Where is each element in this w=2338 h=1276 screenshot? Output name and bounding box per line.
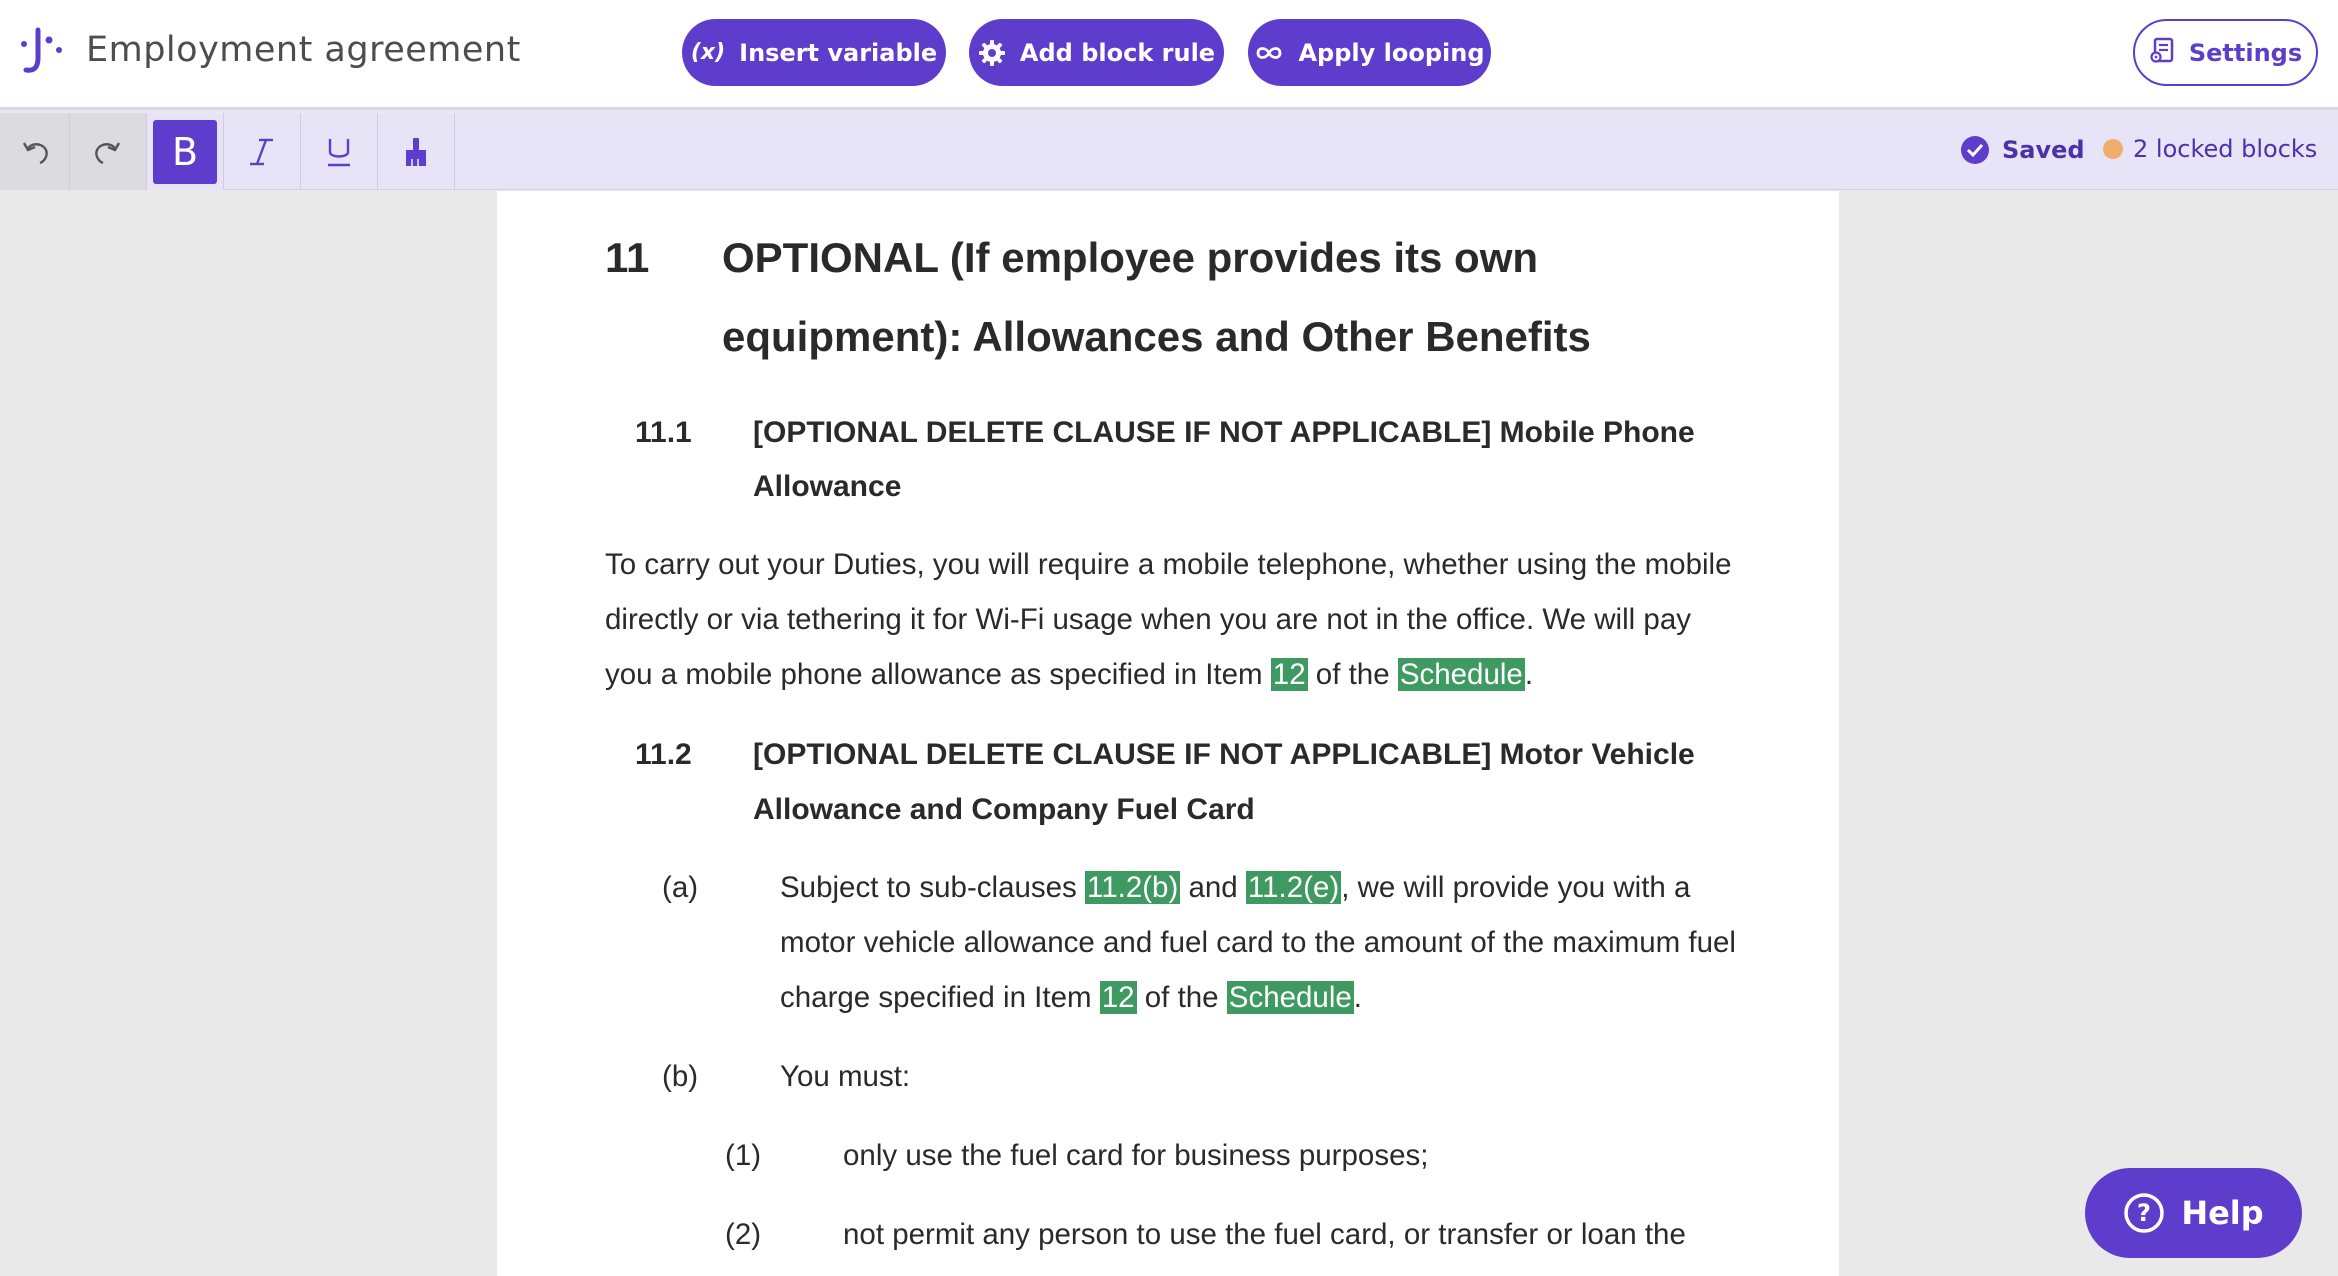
item-a-line: motor vehicle allowance and fuel card to the amount of the maximum fuel <box>780 926 1736 959</box>
paragraph-line <box>605 658 1533 692</box>
app-logo-icon[interactable] <box>16 24 64 84</box>
sub-item-1-text: only use the fuel card for business purposes; <box>843 1139 1429 1172</box>
item-b-text: You must: <box>780 1060 911 1093</box>
sub-item-label-1: (1) <box>725 1139 762 1172</box>
redo-button[interactable] <box>70 113 147 190</box>
text-run: of the <box>1136 981 1227 1014</box>
check-circle-icon <box>1960 135 1990 165</box>
text-run: . <box>1524 658 1534 691</box>
locked-dot-icon <box>2103 139 2123 159</box>
item-label-a: (a) <box>662 871 699 904</box>
document-page[interactable] <box>497 191 1839 1276</box>
top-header <box>0 0 2338 110</box>
add-block-rule-label: Add block rule <box>1019 38 1216 67</box>
text-run: charge specified in Item <box>780 981 1100 1014</box>
settings-label: Settings <box>2188 38 2303 67</box>
section-number: 11 <box>605 234 650 281</box>
clause-title-11-2-line-2: Allowance and Company Fuel Card <box>753 793 1255 826</box>
variable-chip-schedule[interactable]: Schedule <box>1228 981 1352 1014</box>
undo-icon <box>18 135 52 169</box>
section-title-line-1: OPTIONAL (If employee provides its own <box>722 234 1539 281</box>
text-run: you a mobile phone allowance as specified in Item <box>605 658 1271 691</box>
add-block-rule-button[interactable] <box>969 19 1224 86</box>
text-run: . <box>1353 981 1362 1014</box>
variable-chip-ref-e[interactable]: 11.2(e) <box>1247 871 1340 904</box>
text-run: , we will provide you with a <box>1341 871 1691 904</box>
clause-title-11-1-line-1: [OPTIONAL DELETE CLAUSE IF NOT APPLICABLE] Mobile Phone <box>753 416 1695 449</box>
item-a-line <box>780 871 1690 905</box>
underline-button[interactable] <box>301 113 378 190</box>
italic-button[interactable] <box>224 113 301 190</box>
clause-number-11-1: 11.1 <box>635 416 692 449</box>
help-button[interactable] <box>2085 1168 2302 1258</box>
variable-chip-ref-b[interactable]: 11.2(b) <box>1087 871 1179 904</box>
sub-item-label-2: (2) <box>725 1218 762 1251</box>
settings-button[interactable] <box>2133 19 2318 86</box>
paragraph-line: directly or via tethering it for Wi-Fi usage when you are not in the office. We will pay <box>605 603 1691 636</box>
apply-looping-label: Apply looping <box>1298 38 1485 67</box>
clause-title-11-2-line-1: [OPTIONAL DELETE CLAUSE IF NOT APPLICABLE] Motor Vehicle <box>753 738 1695 771</box>
variable-chip-item[interactable]: 12 <box>1101 981 1135 1014</box>
loop-icon <box>1254 44 1284 62</box>
insert-variable-button[interactable] <box>682 19 946 86</box>
underline-icon <box>322 135 356 169</box>
saved-label: Saved <box>2002 136 2085 164</box>
clear-formatting-button[interactable] <box>378 113 455 190</box>
sub-item-2-text: not permit any person to use the fuel card, or transfer or loan the <box>843 1218 1686 1251</box>
italic-icon <box>245 135 279 169</box>
text-run: Subject to sub-clauses <box>780 871 1085 904</box>
apply-looping-button[interactable] <box>1248 19 1491 86</box>
variable-chip-item[interactable]: 12 <box>1272 658 1306 691</box>
section-title-line-2: equipment): Allowances and Other Benefits <box>722 313 1591 360</box>
help-glyph: ? <box>2137 1199 2152 1227</box>
clause-number-11-2: 11.2 <box>635 738 692 771</box>
help-question-icon <box>2123 1192 2165 1234</box>
undo-button[interactable] <box>0 113 70 190</box>
text-run: of the <box>1307 658 1398 691</box>
gear-icon <box>978 39 1006 67</box>
saved-status <box>1960 135 2085 165</box>
variable-icon: (x) <box>690 40 726 65</box>
clause-title-11-1-line-2: Allowance <box>753 470 902 503</box>
item-a-line <box>780 981 1362 1015</box>
variable-chip-schedule[interactable]: Schedule <box>1399 658 1523 691</box>
insert-variable-label: Insert variable <box>739 38 938 67</box>
redo-icon <box>91 135 125 169</box>
paragraph-line: To carry out your Duties, you will require a mobile telephone, whether using the mobile <box>605 548 1732 581</box>
settings-document-icon <box>2149 36 2177 70</box>
locked-blocks-label: 2 locked blocks <box>2133 135 2318 163</box>
text-run: and <box>1180 871 1246 904</box>
bold-button[interactable] <box>147 113 224 190</box>
brush-icon <box>399 135 433 169</box>
document-title[interactable]: Employment agreement <box>86 30 521 70</box>
item-label-b: (b) <box>662 1060 699 1093</box>
locked-blocks-status[interactable] <box>2103 135 2317 163</box>
bold-icon: B <box>153 120 217 184</box>
help-label: Help <box>2181 1194 2264 1232</box>
